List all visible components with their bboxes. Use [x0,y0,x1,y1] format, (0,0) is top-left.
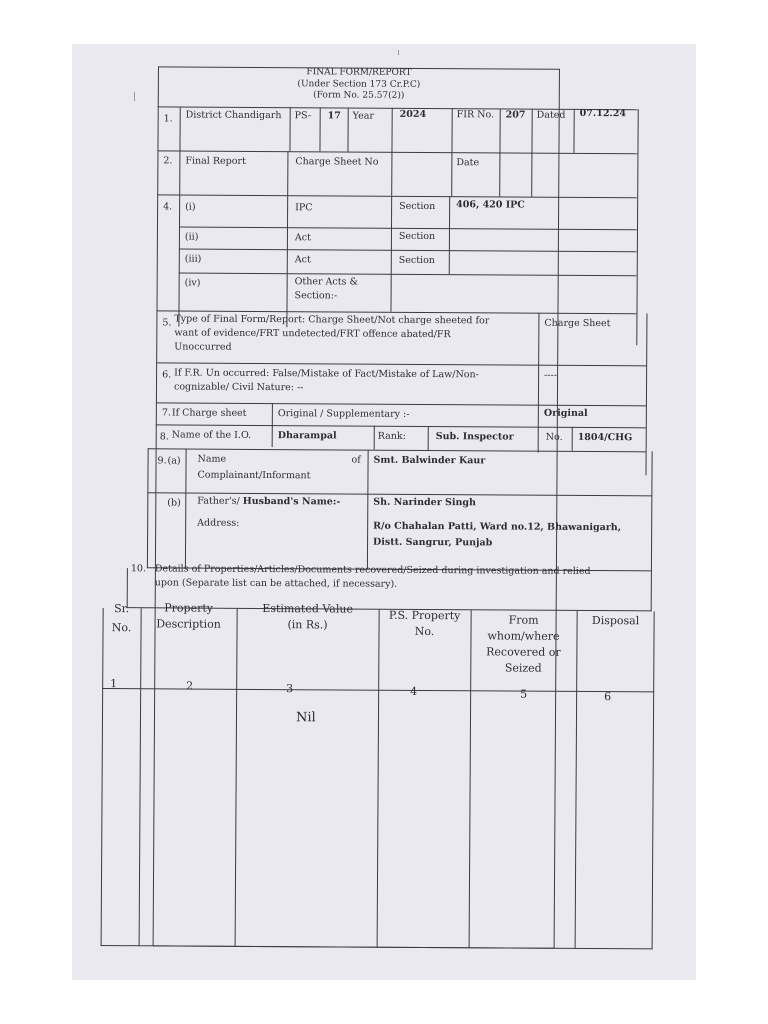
section-label-i: Section [399,200,436,213]
row6-number: 6. [162,369,172,381]
other-acts-line2: Section:- [294,290,338,302]
fr-unoccurred-line2: cognizable/ Civil Nature: -- [173,381,304,394]
act-label-ii: Act [294,232,311,244]
properties-details-line1: Details of Properties/Articles/Documents recovered/Seized during investigation and relied [154,563,591,578]
father-husband-label [197,495,340,510]
original-supplementary-label: Original / Supplementary :- [277,408,410,420]
father-husband-value: Sh. Narinder Singh [373,496,477,509]
col-header-sr-no [102,600,140,638]
year-value: 2024 [399,108,427,120]
row2-number: 2. [163,155,173,167]
property-value-nil: Nil [295,710,316,726]
clause-iii: (iii) [184,253,202,265]
complainant-label: Complainant/Informant [197,469,311,482]
clause-ii: (ii) [184,231,199,243]
charge-sheet-value: Original [543,407,588,419]
fir-label: FIR No. [456,109,495,121]
row8-number: 8. [159,431,169,443]
io-number-label: No. [545,431,563,443]
husband-label: Husband's Name:- [242,495,341,508]
form-subtitle: (Under Section 173 Cr.P.C) [297,78,421,90]
address-label: Address: [197,517,240,529]
rank-value: Sub. Inspector [435,431,514,443]
col-header-ps-property-no: P.S. Property No. [388,608,461,638]
other-acts-line1: Other Acts & [294,276,358,288]
year-label: Year [352,110,374,122]
charge-sheet-label: If Charge sheet [171,407,247,419]
section-label-ii: Section [398,230,436,243]
form-number: (Form No. 25.57(2)) [313,90,405,102]
final-form-type-value: Charge Sheet [544,317,611,330]
row5-number: 5. [162,317,172,329]
ps-value: 17 [327,110,341,122]
clause-iv: (iv) [184,277,201,289]
date-label: Date [456,157,480,169]
properties-details-line2: upon (Separate list can be attached, if necessary). [154,577,398,590]
section-value-i: 406, 420 IPC [456,199,525,211]
fir-value: 207 [505,109,526,121]
col-number-3: 3 [286,682,294,696]
fr-unoccurred-value: ---- [544,369,557,381]
form-title: FINAL FORM/REPORT [306,67,412,78]
col-number-6: 6 [604,690,612,704]
address-line1: R/o Chahalan Patti, Ward no.12, Bhawanigarh, [373,520,622,534]
final-form-report [94,62,660,970]
name-label: Name [197,453,227,465]
col-header-sr: Sr. No. [111,602,132,634]
ps-label: PS- [294,110,312,122]
final-form-type-line3: Unoccurred [174,341,232,353]
section-label-iii: Section [398,254,435,267]
address-line2: Distt. Sangrur, Punjab [373,536,493,549]
dated-value: 07.12.24 [579,107,627,120]
father-label: Father's/ [197,495,240,507]
col-number-4: 4 [410,684,418,698]
col-number-2: 2 [186,679,194,693]
final-form-type-line1: Type of Final Form/Report: Charge Sheet/Not charge sheeted for [174,313,490,327]
io-name-value: Dharampal [277,430,337,442]
final-report-label: Final Report [185,155,246,167]
ipc-label: IPC [295,202,313,214]
rank-label: Rank: [377,430,406,442]
io-number-value: 1804/CHG [577,431,633,444]
act-label-iii: Act [294,254,311,266]
row10-number: 10. [130,563,147,575]
complainant-value: Smt. Balwinder Kaur [373,454,486,467]
form-header [158,66,560,104]
row4-number: 4. [163,201,173,213]
charge-sheet-no-label: Charge Sheet No [295,156,379,168]
fr-unoccurred-line1: If F.R. Un occurred: False/Mistake of Fact/Mistake of Law/Non- [174,367,479,381]
col-number-5: 5 [520,687,528,701]
dated-label: Dated [536,109,566,121]
of-label: of [351,454,361,466]
col-header-property-description: Property Description [156,601,221,631]
clause-b: (b) [167,497,181,509]
row9-number: 9. [157,455,167,467]
row7-number: 7. [161,407,171,419]
clause-i: (i) [185,201,196,213]
io-name-label: Name of the I.O. [171,429,252,441]
col-number-1: 1 [110,677,118,691]
final-form-type-line2: want of evidence/FRT undetected/FRT offence abated/FR [174,327,451,341]
col-header-recovered-from: From whom/where Recovered or Seized [486,613,561,675]
col-header-estimated-value: Estimated Value (in Rs.) [262,602,354,632]
pen-mark [398,50,402,55]
row1-number: 1. [163,113,173,125]
col-header-disposal: Disposal [591,614,640,628]
clause-a: (a) [167,455,181,467]
district-label: District Chandigarh [185,109,282,122]
